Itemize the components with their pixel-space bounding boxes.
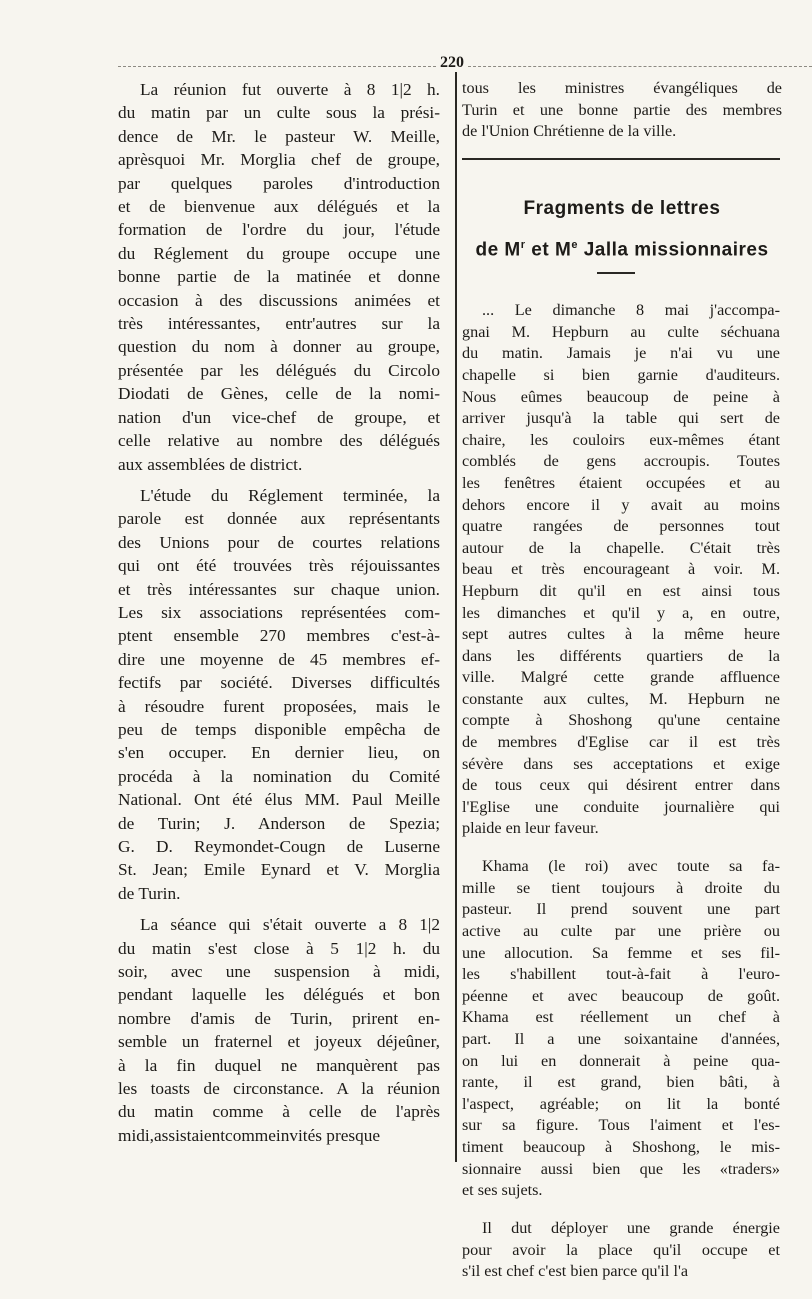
text-line: procéda à la nomination du Comité [118,766,440,786]
text-line: à résoudre furent proposées, mais le [118,696,440,716]
text-line: sur sa figure. Tous l'aiment et l'es- [462,1116,780,1135]
text-line: les s'habillent tout-à-fait à l'euro- [462,965,780,984]
left-column [118,78,440,1147]
text-line: l'aspect, agréable; on lit la bonté [462,1094,780,1113]
text-line: Khama est réellement un chef à [462,1008,780,1027]
text-line: gnai M. Hepburn au culte séchuana [462,322,780,341]
text-line: de Turin; J. Anderson de Spezia; [118,813,440,833]
text-line: dence de Mr. le pasteur W. Meille, [118,126,440,146]
text-line: rante, il est grand, bien bâti, à [462,1073,780,1092]
text-line: de Turin. [118,883,181,903]
text-line: ville. Malgré cette grande affluence [462,668,780,687]
page-number: 220 [440,54,464,71]
paragraph [118,78,440,476]
text-line: La séance qui s'était ouverte a 8 1|2 [140,915,440,935]
text-line: Turin et une bonne partie des membres [462,100,782,119]
text-line: fectifs par société. Diverses difficultés [118,673,440,693]
text-line: mille se tient toujours à droite du [462,878,780,897]
text-line: du matin comme à celle de l'après [118,1102,440,1122]
text-line: une allocution. Sa femme et ses fil- [462,943,780,962]
text-line: question du nom à donner au groupe, [118,337,440,357]
text-line: active au culte par une prière ou [462,922,780,940]
text-line: soir, avec une suspension à midi, [118,962,440,982]
title-superscript: r [520,239,526,251]
text-line: celle relative au nombre des délégués [118,431,440,451]
paragraph [118,484,440,905]
text-line: s'il est chef c'est bien parce qu'il l'a [462,1262,689,1281]
text-line: Khama (le roi) avec toute sa fa- [482,857,780,876]
text-line: nombre d'amis de Turin, prirent en- [118,1008,440,1028]
text-line: du matin. Jamais je n'ai vu une [462,344,780,363]
text-line: compte à Shoshong qu'une centaine [462,711,780,730]
text-line: comblés de gens accroupis. Toutes [462,452,780,471]
paragraph [118,913,440,1147]
text-line: chaire, les couloirs eux-mêmes étant [462,430,780,449]
text-line: on lui en donnerait à peine qua- [462,1051,780,1070]
text-line: l'Eglise une conduite journalière qui [462,797,780,816]
text-line: Les six associations représentées com- [118,602,440,622]
text-line: présentée par les délégués du Circolo [118,360,440,380]
text-line: sionnaire aussi bien que les «traders» [462,1159,780,1178]
text-line: de l'Union Chrétienne de la ville. [462,122,677,141]
text-line: bonne partie de la matinée et donne [118,267,440,287]
column-divider [455,72,457,1162]
text-line: du matin par un culte sous la prési- [118,103,440,123]
text-line: et ses sujets. [462,1181,543,1200]
text-line: semble un fraternel et joyeux déjeûner, [118,1032,440,1052]
continuation-paragraph [462,78,782,143]
text-line: très intéressantes, entr'autres sur la [118,314,440,334]
text-line: dire une moyenne de 45 membres ef- [118,649,440,669]
section-end-rule [462,158,780,160]
text-line: dans les différents quartiers de la [462,646,780,665]
text-line: de membres d'Eglise car il est très [462,733,780,752]
text-line: pasteur. Il prend souvent une part [462,900,780,919]
text-line: occasion à des discussions animées et [118,290,440,310]
text-line: constante aux cultes, M. Hepburn ne [462,689,780,708]
text-line: peu de temps disponible empêcha de [118,719,440,739]
text-line: aprèsquoi Mr. Morglia chef de groupe, [118,150,440,170]
text-line: à la fin duquel ne manquèrent pas [118,1055,440,1075]
text-line: du Réglement du groupe occupe une [118,243,440,263]
text-line: nation d'un vice-chef de groupe, et [118,407,440,427]
text-line: plaide en leur faveur. [462,819,599,838]
text-line: G. D. Reymondet-Cougn de Luserne [118,837,440,856]
title-text: Jalla missionnaires [577,239,769,261]
header-rule-right [468,66,812,67]
text-line: pour avoir la place qu'il occupe et [462,1240,780,1259]
letter-body [462,284,780,1299]
text-line: La réunion fut ouverte à 8 1|2 h. [140,80,440,99]
text-line: parole est donnée aux représentants [118,509,440,529]
text-line: Il dut déployer une grande énergie [482,1218,780,1237]
paragraph [462,1218,780,1283]
text-line: par quelques paroles d'introduction [118,173,440,193]
text-line: les fenêtres étaient occupées et au [462,473,780,492]
title-text: de M [475,239,521,261]
text-line: National. Ont été élus MM. Paul Meille [118,790,440,810]
right-column [462,78,782,143]
paragraph [462,856,780,1202]
text-line: les dimanches et qu'il y a, en outre, [462,603,780,622]
header-rule-left [118,66,436,67]
text-line: timent beaucoup à Shoshong, le mis- [462,1137,780,1156]
text-line: qui ont été trouvées très réjouissantes [118,556,440,576]
text-line: arriver jusqu'à la table qui sert de [462,409,780,428]
text-line: autour de la chapelle. C'était très [462,538,780,557]
text-line: midi,assistaientcommeinvités presque [118,1125,381,1145]
text-line: Hepburn dit qu'il en est ainsi tous [462,581,780,600]
text-line: quatre rangées de personnes tout [462,517,780,536]
text-line: part. Il a une soixantaine d'années, [462,1029,780,1048]
text-line: sept autres cultes à la même heure [462,625,780,644]
text-line: des Unions pour de courtes relations [118,532,440,552]
text-line: ptent ensemble 270 membres c'est-à- [118,626,440,646]
text-line: et très intéressantes sur chaque union. [118,579,440,599]
text-line: beau et très encourageant à voir. M. [462,560,780,579]
text-line: ... Le dimanche 8 mai j'accompa- [482,301,780,320]
text-line: péenne et avec beaucoup de goût. [462,986,780,1005]
text-line: sévère dans ses acceptations et exige [462,754,780,773]
article-title-line1: Fragments de lettres [523,198,721,219]
title-underline-rule [597,272,635,274]
text-line: chapelle si bien garnie d'auditeurs. [462,365,780,384]
text-line: s'en occuper. En dernier lieu, on [118,743,440,763]
text-line: formation de l'ordre du jour, l'étude [118,220,440,240]
text-line: du matin s'est close à 5 1|2 h. du [118,938,440,958]
article-title [462,194,782,265]
text-line: de tous ceux qui désirent entrer dans [462,776,780,795]
text-line: les toasts de circonstance. A la réunion [118,1079,440,1099]
paragraph [462,300,780,840]
text-line: aux assemblées de district. [118,454,303,474]
title-text: et M [525,239,572,261]
article-title-line2 [462,230,782,265]
title-superscript: e [571,239,578,251]
text-line: dehors encore il y avait au moins [462,495,780,514]
text-line: Diodati de Gènes, celle de la nomi- [118,384,440,404]
text-line: et de bienvenue aux délégués et la [118,197,440,217]
text-line: pendant laquelle les délégués et bon [118,985,440,1005]
text-line: Nous eûmes beaucoup de peine à [462,387,780,406]
text-line: St. Jean; Emile Eynard et V. Morglia [118,860,440,880]
text-line: tous les ministres évangéliques de [462,79,782,97]
text-line: L'étude du Réglement terminée, la [140,485,440,505]
